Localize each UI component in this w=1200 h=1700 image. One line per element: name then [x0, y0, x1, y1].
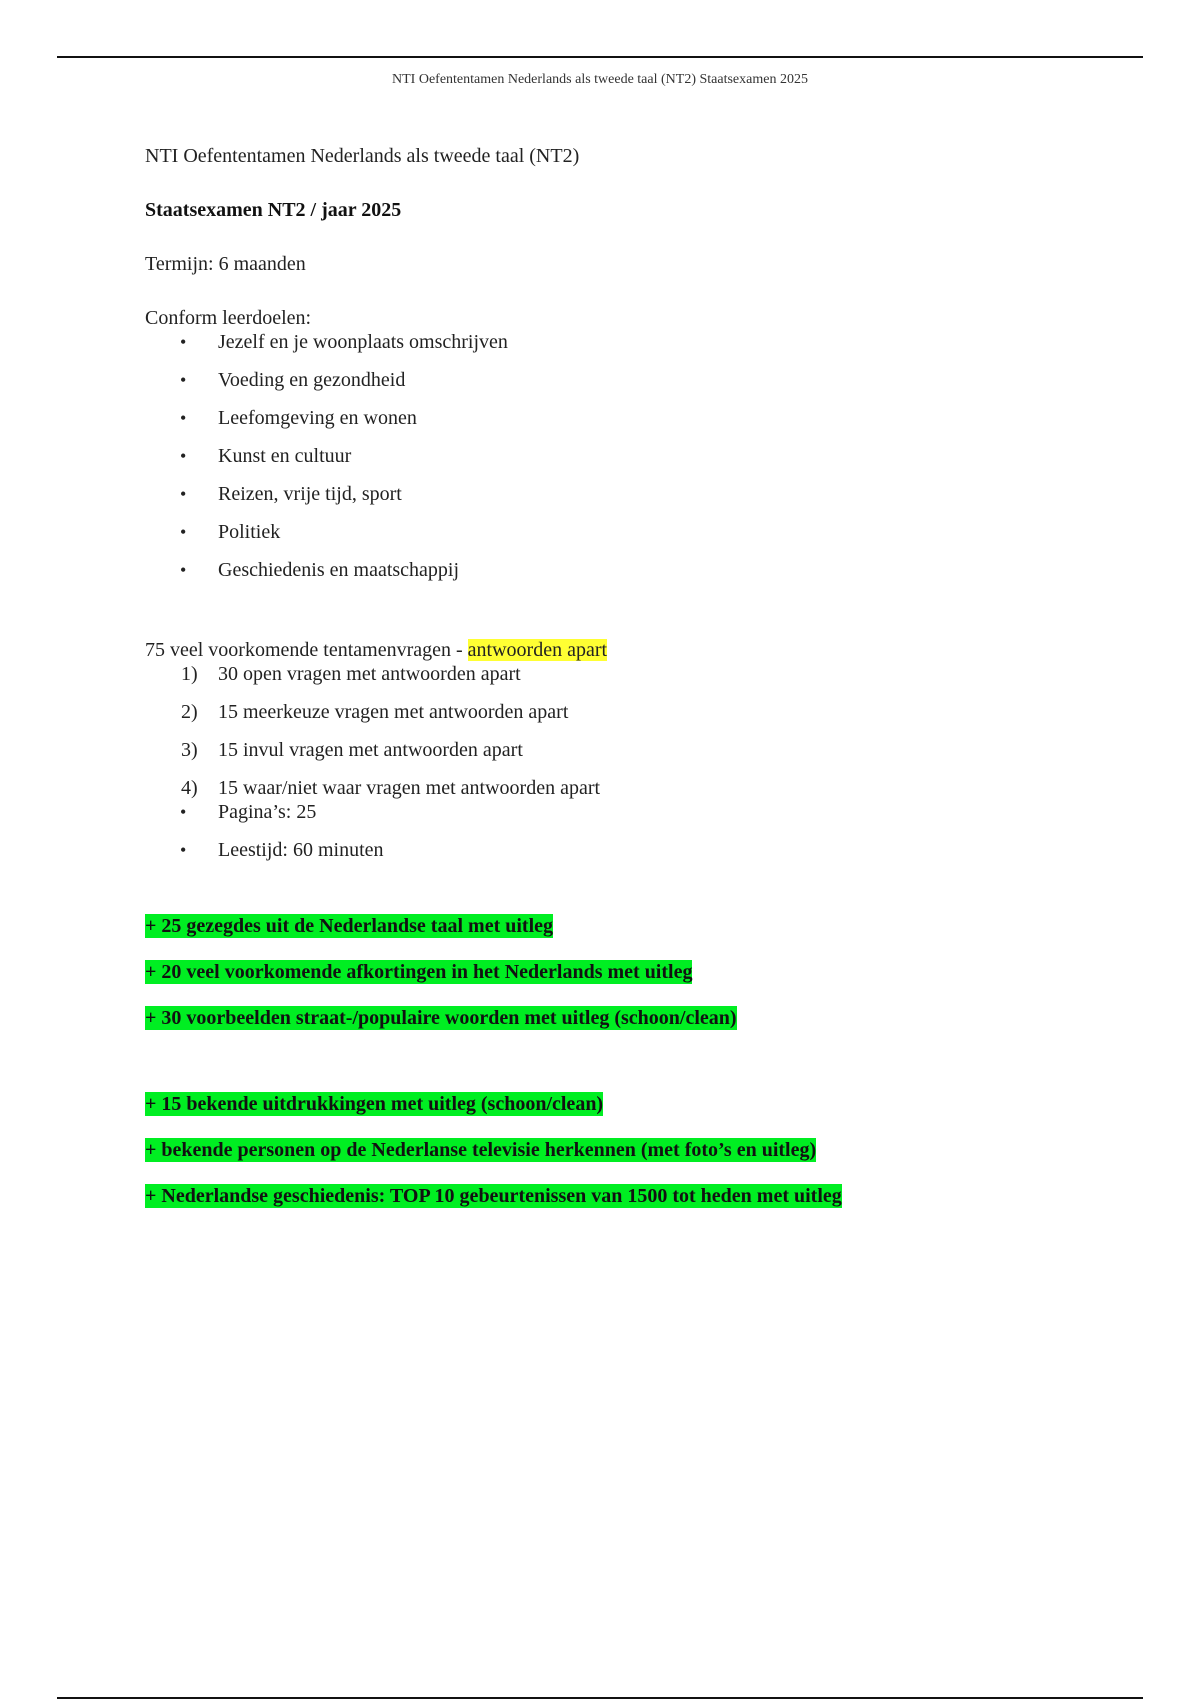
- goals-label: Conform leerdoelen:: [145, 307, 312, 329]
- question-types-list: [145, 662, 1085, 800]
- list-number: 3): [181, 739, 198, 761]
- goal-text: Kunst en cultuur: [218, 445, 352, 467]
- bullet-icon: •: [180, 408, 187, 428]
- bullet-icon: •: [180, 370, 187, 390]
- extra-item: [145, 1184, 1085, 1210]
- goal-text: Voeding en gezondheid: [218, 369, 406, 391]
- document-body: [145, 144, 1085, 1230]
- list-item: [145, 444, 1085, 468]
- list-item: [145, 800, 1085, 824]
- list-item: [145, 406, 1085, 430]
- goal-text: Geschiedenis en maatschappij: [218, 559, 460, 581]
- term-text: Termijn: 6 maanden: [145, 253, 306, 275]
- list-number: 1): [181, 663, 198, 685]
- question-type-text: 15 invul vragen met antwoorden apart: [218, 739, 523, 761]
- spacer: [145, 1052, 1085, 1092]
- extra-text: + 25 gezegdes uit de Nederlandse taal met uitleg: [145, 915, 553, 937]
- bullet-icon: •: [180, 332, 187, 352]
- list-item: [145, 520, 1085, 544]
- header-rule: [57, 56, 1143, 58]
- question-type-text: 30 open vragen met antwoorden apart: [218, 663, 521, 685]
- bullet-icon: •: [180, 446, 187, 466]
- goal-text: Leefomgeving en wonen: [218, 407, 417, 429]
- bullet-icon: •: [180, 484, 187, 504]
- list-item: [145, 482, 1085, 506]
- extra-text: + Nederlandse geschiedenis: TOP 10 gebeurtenissen van 1500 tot heden met uitleg: [145, 1185, 842, 1207]
- goal-text: Politiek: [218, 521, 281, 543]
- question-type-text: 15 meerkeuze vragen met antwoorden apart: [218, 701, 569, 723]
- list-item: [145, 558, 1085, 582]
- goal-text: Jezelf en je woonplaats omschrijven: [218, 331, 508, 353]
- extra-item: [145, 960, 1085, 986]
- list-item: [145, 738, 1085, 762]
- question-type-text: 15 waar/niet waar vragen met antwoorden apart: [218, 777, 601, 799]
- extra-text: + bekende personen op de Nederlanse televisie herkennen (met foto’s en uitleg): [145, 1139, 817, 1161]
- list-item: [145, 776, 1085, 800]
- goals-list: [145, 330, 1085, 582]
- questions-summary: [145, 638, 1085, 662]
- list-item: [145, 662, 1085, 686]
- bullet-icon: •: [180, 522, 187, 542]
- meta-list: [145, 800, 1085, 862]
- questions-intro: 75 veel voorkomende tentamenvragen -: [145, 639, 468, 661]
- extra-item: [145, 1092, 1085, 1118]
- list-number: 2): [181, 701, 198, 723]
- running-header: NTI Oefententamen Nederlands als tweede taal (NT2) Staatsexamen 2025: [392, 72, 808, 87]
- list-item: [145, 700, 1085, 724]
- extra-item: [145, 1006, 1085, 1032]
- reading-time: Leestijd: 60 minuten: [218, 839, 384, 861]
- document-title: NTI Oefententamen Nederlands als tweede taal (NT2): [145, 145, 580, 167]
- extra-text: + 20 veel voorkomende afkortingen in het Nederlands met uitleg: [145, 961, 693, 983]
- bullet-icon: •: [180, 840, 187, 860]
- questions-highlight: antwoorden apart: [467, 639, 608, 661]
- list-item: [145, 368, 1085, 392]
- footer-rule: [57, 1697, 1143, 1699]
- list-item: [145, 330, 1085, 354]
- extra-text: + 30 voorbeelden straat-/populaire woorden met uitleg (schoon/clean): [145, 1007, 737, 1029]
- extras-section: [145, 914, 1085, 1210]
- pages-count: Pagina’s: 25: [218, 801, 317, 823]
- document-subtitle: Staatsexamen NT2 / jaar 2025: [145, 199, 402, 221]
- list-number: 4): [181, 777, 198, 799]
- extra-item: [145, 1138, 1085, 1164]
- extra-text: + 15 bekende uitdrukkingen met uitleg (schoon/clean): [145, 1093, 604, 1115]
- goal-text: Reizen, vrije tijd, sport: [218, 483, 402, 505]
- bullet-icon: •: [180, 560, 187, 580]
- bullet-icon: •: [180, 802, 187, 822]
- list-item: [145, 838, 1085, 862]
- extra-item: [145, 914, 1085, 940]
